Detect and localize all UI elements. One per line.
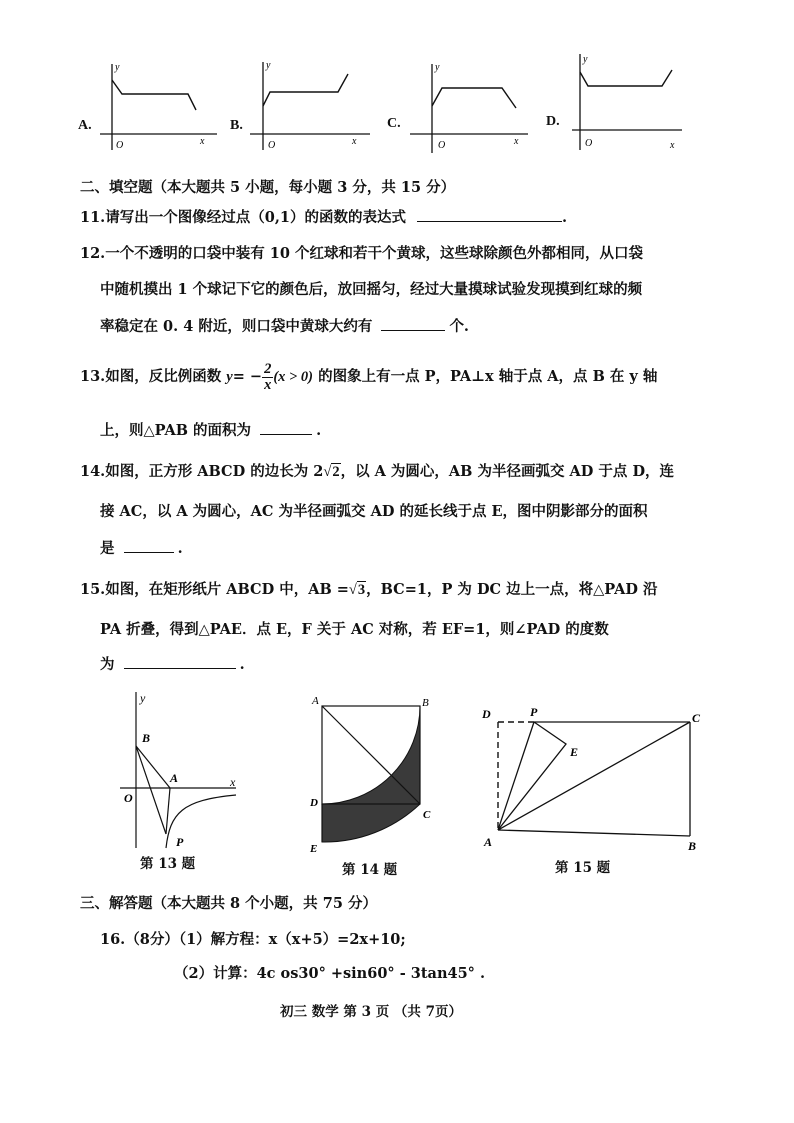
question-16-line1: 16.（8分）（1）解方程：x（x+5）=2x+10; — [100, 931, 406, 948]
answer-blank-11[interactable] — [417, 207, 562, 222]
svg-text:B: B — [688, 839, 697, 852]
svg-text:x: x — [514, 136, 519, 147]
figure-14 — [306, 692, 436, 854]
figure-15 — [480, 700, 710, 852]
question-12-line1: 12.一个不透明的口袋中装有 10 个红球和若干个黄球，这些球除颜色外都相同，从口袋 — [80, 245, 643, 262]
answer-blank-14[interactable] — [124, 538, 174, 553]
question-14-line3: 是 . — [100, 540, 183, 557]
svg-text:E: E — [310, 843, 318, 854]
svg-text:A: A — [484, 835, 493, 849]
option-b-label: B. — [230, 118, 243, 133]
svg-text:x: x — [352, 136, 357, 147]
answer-blank-13[interactable] — [260, 420, 312, 435]
question-16-line2: （2）计算：4c os30° +sin60° - 3tan45° . — [174, 965, 486, 982]
option-a-label: A. — [78, 118, 92, 133]
option-a-graph — [92, 58, 222, 153]
svg-text:O: O — [585, 138, 593, 149]
svg-text:y: y — [583, 54, 588, 65]
figure-13 — [118, 688, 258, 858]
svg-text:E: E — [570, 745, 579, 759]
answer-blank-12[interactable] — [381, 316, 445, 331]
svg-text:P: P — [530, 705, 538, 719]
svg-text:P: P — [176, 835, 184, 849]
svg-text:B: B — [422, 697, 429, 709]
question-15-line1: 15.如图，在矩形纸片 ABCD 中，AB =√3，BC=1，P 为 DC 边上一点，将△PAD 沿 — [80, 581, 658, 598]
question-11: 11.请写出一个图像经过点（0,1）的函数的表达式 . — [80, 209, 568, 226]
option-c-label: C. — [387, 116, 401, 131]
svg-text:O: O — [116, 140, 124, 151]
question-13-line2: 上，则△PAB 的面积为 . — [100, 422, 322, 439]
question-12-line2: 中随机摸出 1 个球记下它的颜色后，放回摇匀，经过大量摸球试验发现摸到红球的频 — [100, 281, 643, 298]
option-b-graph — [246, 58, 376, 153]
svg-text:y: y — [435, 62, 440, 73]
svg-text:C: C — [692, 711, 701, 725]
section3-title: 三、解答题（本大题共 8 个小题，共 75 分） — [80, 895, 377, 912]
svg-text:x: x — [200, 136, 205, 147]
svg-text:B: B — [142, 731, 151, 745]
svg-text:O: O — [268, 140, 276, 151]
figure-13-caption: 第 13 题 — [140, 856, 196, 872]
question-15-line2: PA 折叠，得到△PAE．点 E，F 关于 AC 对称，若 EF=1，则∠PAD 的度数 — [100, 621, 609, 638]
option-d-label: D. — [546, 114, 560, 129]
figure-15-caption: 第 15 题 — [555, 860, 611, 876]
question-13-line1: 13.如图，反比例函数 y= − $\frac{2}{x}$ (x > 0) 的图象上有一点 P，PA⊥x 轴于点 A，点 B 在 y 轴 — [80, 360, 658, 393]
svg-text:x: x — [230, 775, 236, 789]
svg-text:y: y — [140, 691, 146, 705]
svg-text:D: D — [482, 707, 491, 721]
svg-text:y: y — [266, 60, 271, 71]
option-d-graph — [568, 52, 688, 152]
question-15-line3: 为 . — [100, 656, 245, 673]
question-14-line1: 14.如图，正方形 ABCD 的边长为 2√2，以 A 为圆心，AB 为半径画弧交 AD 于点 D，连 — [80, 463, 675, 480]
page-footer: 初三 数学 第 3 页 （共 7页） — [280, 1004, 462, 1020]
svg-text:O: O — [124, 791, 133, 805]
question-14-line2: 接 AC，以 A 为圆心，AC 为半径画弧交 AD 的延长线于点 E，图中阴影部分的面积 — [100, 503, 648, 520]
question-12-line3: 率稳定在 0. 4 附近，则口袋中黄球大约有 个. — [100, 318, 469, 335]
figure-14-caption: 第 14 题 — [342, 862, 398, 878]
answer-blank-15[interactable] — [124, 654, 236, 669]
svg-text:A: A — [170, 771, 179, 785]
svg-text:A: A — [312, 695, 319, 707]
svg-text:x: x — [670, 140, 675, 151]
svg-text:O: O — [438, 140, 446, 151]
section2-title: 二、填空题（本大题共 5 小题，每小题 3 分，共 15 分） — [80, 179, 456, 196]
svg-text:y: y — [115, 62, 120, 73]
svg-text:C: C — [423, 809, 431, 821]
option-c-graph — [406, 58, 536, 153]
svg-text:D: D — [310, 797, 318, 809]
